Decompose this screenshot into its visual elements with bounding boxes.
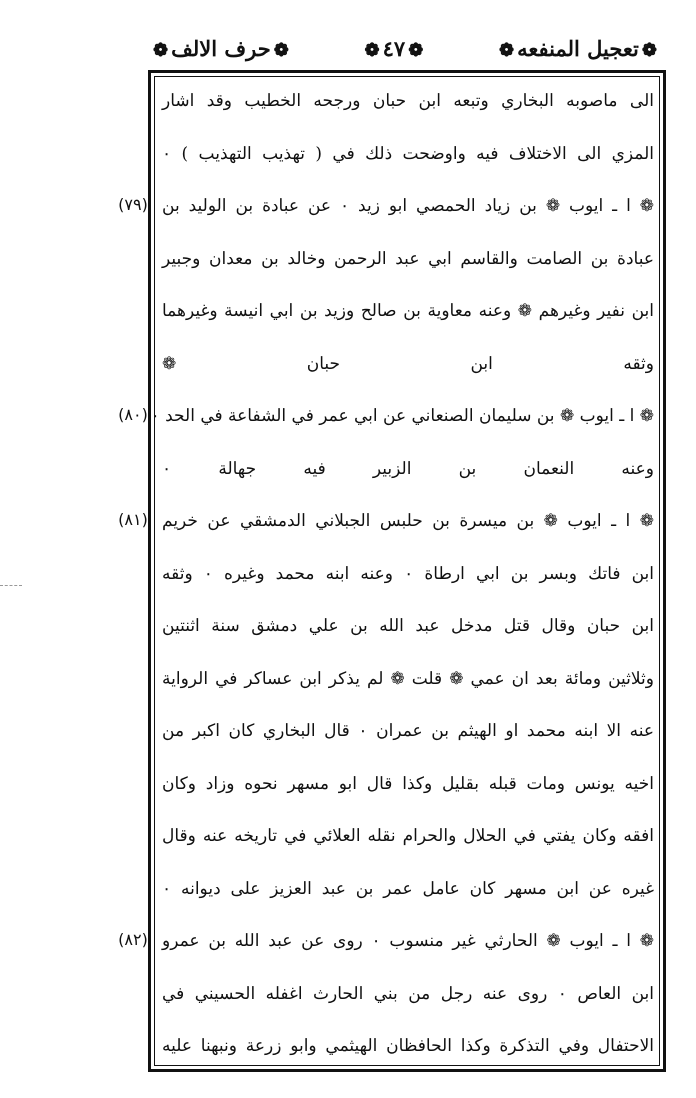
text-line: ابن فاتك وبسر بن ابي ارطاة ٠ وعنه ابنه محمد وغيره ٠ وثقه	[162, 563, 654, 584]
text-line: وعنه النعمان بن الزبير فيه جهالة ٠	[162, 458, 654, 479]
text-line: عبادة بن الصامت والقاسم ابي عبد الرحمن وخالد بن معدان وجبير	[162, 248, 654, 269]
text-line: وثقه ابن حبان ❁	[162, 353, 654, 374]
text-line: عنه الا ابنه محمد او الهيثم بن عمران ٠ قال البخاري كان اكبر من	[162, 721, 655, 741]
text-line: المزي الى الاختلاف فيه واوضحت ذلك في ( تهذيب التهذيب ) ٠	[162, 143, 654, 164]
text-line: ❁ ا ـ ايوب ❁ بن ميسرة بن حلبس الجبلاني الدمشقي عن خريم	[162, 511, 654, 531]
text-line: ابن حبان وقال قتل مدخل عبد الله بن علي دمشق سنة اثنتين	[162, 616, 654, 636]
text-line: ابن العاص ٠ روى عنه رجل من بني الحارث اغفله الحسيني في	[162, 983, 654, 1004]
ornament-icon: ❁	[408, 39, 424, 61]
text-line: ابن نفير وغيرهم ❁ وعنه معاوية بن صالح وزيد بن ابي انيسة وغيرهما	[162, 301, 654, 321]
entry-number: (٨٠)	[118, 405, 148, 424]
entry-number: (٨٢)	[118, 930, 148, 949]
text-line: الى ماصوبه البخاري وتبعه ابن حبان ورجحه الخطيب وقد اشار	[162, 91, 654, 111]
text-line: الاحتفال وفي التذكرة وكذا الحافظان الهيثمي وابو زرعة ونبهنا عليه	[162, 1036, 654, 1056]
text-line: غيره عن ابن مسهر كان عامل عمر بن عبد العزيز على ديوانه ٠	[162, 878, 654, 899]
ornament-icon: ❁	[499, 39, 515, 61]
text-line: ❁ ا ـ ايوب ❁ الحارثي غير منسوب ٠ روى عن عبد الله بن عمرو	[162, 931, 655, 951]
entry-number: (٧٩)	[118, 195, 148, 214]
text-line: ❁ ا ـ ايوب ❁ بن زياد الحمصي ابو زيد ٠ عن عبادة بن الوليد بن	[162, 196, 654, 216]
page-header	[150, 28, 660, 68]
text-line: ❁ ا ـ ايوب ❁ بن سليمان الصنعاني عن ابي عمر في الشفاعة في الحد ٠	[150, 406, 654, 426]
margin-mark	[0, 585, 22, 586]
ornament-icon: ❁	[641, 39, 657, 61]
ornament-icon: ❁	[364, 39, 380, 61]
header-page-number: ❁٤٧❁	[364, 35, 424, 61]
text-line: وثلاثين ومائة بعد ان عمي ❁ قلت ❁ لم يذكر ابن عساكر في الرواية	[162, 668, 654, 689]
text-line: افقه وكان يفتي في الحلال والحرام نقله العلائي في تاريخه عنه وقال	[162, 826, 654, 846]
header-section: ❁حرف الالف❁	[153, 35, 289, 61]
ornament-icon: ❁	[153, 39, 169, 61]
header-book-title: ❁تعجيل المنفعه❁	[499, 35, 657, 61]
entry-number: (٨١)	[118, 510, 148, 529]
ornament-icon: ❁	[273, 39, 289, 61]
text-line: اخيه يونس ومات قبله بقليل وكذا قال ابو مسهر نحوه وزاد وكان	[162, 773, 654, 794]
